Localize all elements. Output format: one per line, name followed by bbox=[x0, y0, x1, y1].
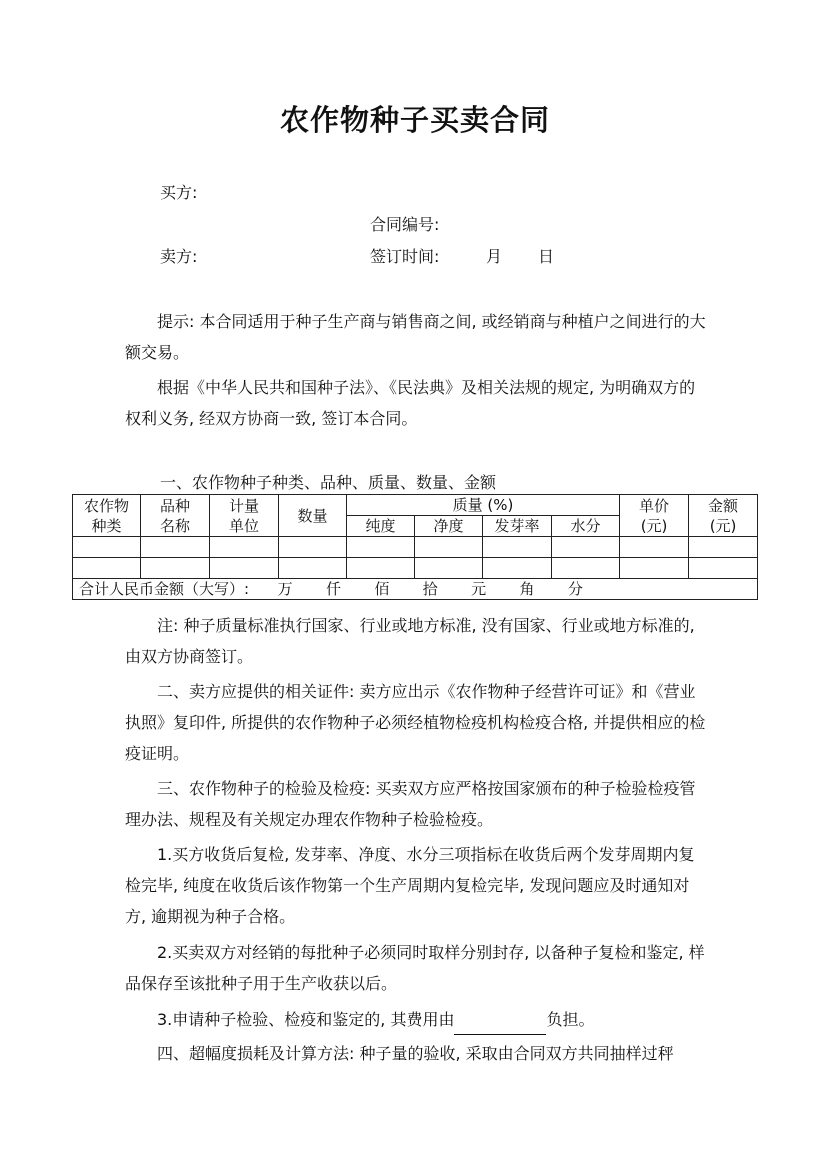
intro-basis: 根据《中华人民共和国种子法》、《民法典》及相关法规的规定, 为明确双方的权利义务, 经双方协商一致, 签订本合同。 bbox=[125, 378, 696, 428]
section3-item1: 1.买方收货后复检, 发芽率、净度、水分三项指标在收货后两个发芽周期内复检完毕, 纯度在收货后该作物第一个生产周期内复检完毕, 发现问题应及时通知对方, 逾期视为种子合格。 bbox=[125, 845, 695, 926]
contract-no-label: 合同编号: bbox=[370, 215, 440, 234]
section2-text: 二、卖方应提供的相关证件: 卖方应出示《农作物种子经营许可证》和《营业执照》复印件, 所提供的农作物种子必须经植物检疫机构检疫合格, 并提供相应的检疫证明。 bbox=[125, 682, 706, 763]
header-amount: 金额 (元) bbox=[689, 495, 758, 537]
seller-label: 卖方: bbox=[160, 247, 198, 266]
section3-item2: 2.买卖双方对经销的每批种子必须同时取样分别封存, 以备种子复检和鉴定, 样品保存至该批种子用于生产收获以后。 bbox=[125, 943, 705, 993]
buyer-label: 买方: bbox=[160, 183, 198, 202]
header-crop-type: 农作物 种类 bbox=[73, 495, 141, 537]
section3-item3: 3.申请种子检验、检疫和鉴定的, 其费用由 负担。 bbox=[125, 1004, 710, 1035]
table-row bbox=[73, 537, 758, 558]
header-unit: 计量 单位 bbox=[210, 495, 279, 537]
header-germination: 发芽率 bbox=[483, 516, 552, 537]
table-row bbox=[73, 558, 758, 579]
fee-blank bbox=[454, 1016, 546, 1035]
header-cleanliness: 净度 bbox=[415, 516, 483, 537]
seed-table bbox=[72, 494, 758, 600]
header-variety: 品种 名称 bbox=[141, 495, 210, 537]
header-unit-price: 单价 (元) bbox=[620, 495, 689, 537]
month-label: 月 bbox=[486, 247, 503, 266]
section1-heading: 一、农作物种子种类、品种、质量、数量、金额 bbox=[160, 473, 497, 492]
sign-date-label: 签订时间: bbox=[370, 247, 440, 266]
header-moisture: 水分 bbox=[552, 516, 620, 537]
section4-text: 四、超幅度损耗及计算方法: 种子量的验收, 采取由合同双方共同抽样过秤 bbox=[157, 1044, 674, 1063]
day-label: 日 bbox=[538, 247, 555, 266]
table-note: 注: 种子质量标准执行国家、行业或地方标准, 没有国家、行业或地方标准的, 由双方协商签订。 bbox=[125, 616, 695, 666]
section3-heading: 三、农作物种子的检验及检疫: 买卖双方应严格按国家颁布的种子检验检疫管理办法、规程及有关规定办理农作物种子检验检疫。 bbox=[125, 779, 696, 829]
page-title: 农作物种子买卖合同 bbox=[279, 103, 550, 137]
intro-tip: 提示: 本合同适用于种子生产商与销售商之间, 或经销商与种植户之间进行的大额交易。 bbox=[125, 312, 706, 362]
total-amount-row: 合计人民币金额（大写）: 万 仟 佰 拾 元 角 分 bbox=[73, 579, 758, 600]
header-quality: 质量 (%) bbox=[347, 495, 620, 516]
header-quantity: 数量 bbox=[279, 495, 347, 537]
header-purity: 纯度 bbox=[347, 516, 415, 537]
